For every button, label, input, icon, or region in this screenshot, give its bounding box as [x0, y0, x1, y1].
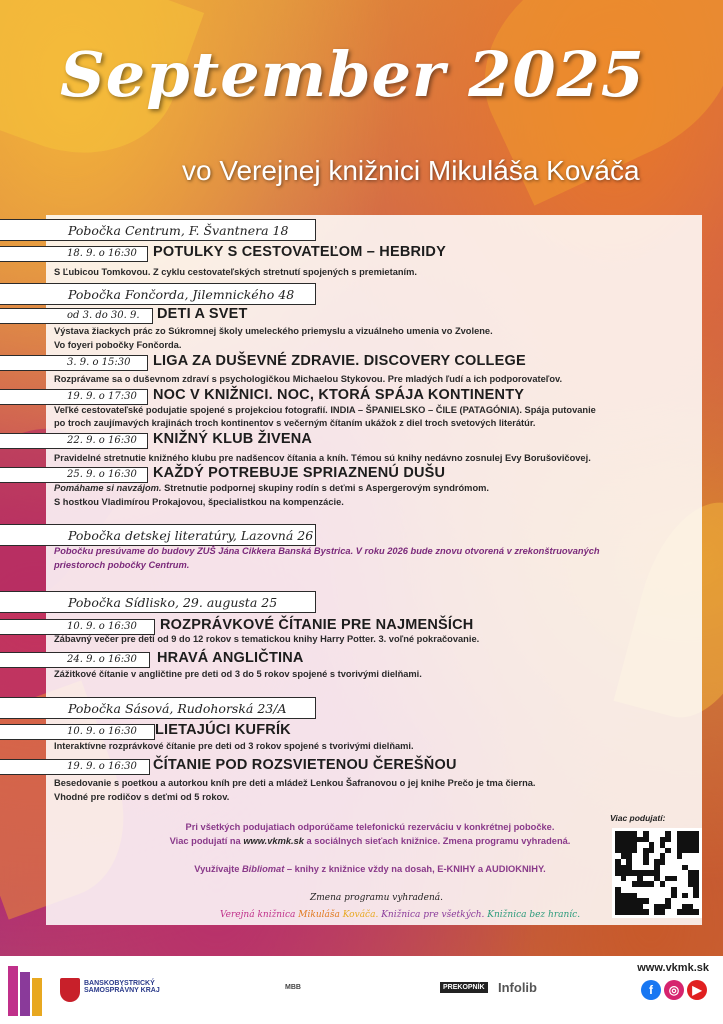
info-more-events: [110, 834, 630, 848]
site-url[interactable]: www.vkmk.sk: [637, 962, 709, 974]
event-description: Veľké cestovateľské podujatie spojené s projekciou fotografií. INDIA – ŠPANIELSKO – ČILE (PATAGÓNIA). Spája putovanie: [54, 405, 596, 415]
footer-note: Zmena programu vyhradená.: [310, 893, 443, 903]
event-description: Pravidelné stretnutie knižného klubu pre nadšencov čítania a kníh. Témou sú knihy nedávno zosnulej Evy Borušovičovej.: [54, 453, 591, 463]
event-title: DETI A SVET: [157, 306, 248, 322]
branch-centrum: Pobočka Centrum, F. Švantnera 18: [0, 219, 316, 241]
event-date: od 3. do 30. 9.: [0, 308, 153, 324]
bibliomat-label: Bibliomat: [241, 864, 285, 874]
event-date: 19. 9. o 17:30: [0, 389, 148, 405]
branch-sidlisko: Pobočka Sídlisko, 29. augusta 25: [0, 591, 316, 613]
instagram-icon[interactable]: ◎: [664, 980, 684, 1000]
bbsk-logo: BANSKOBYSTRICKÝ SAMOSPRÁVNY KRAJ: [84, 980, 160, 994]
event-title: ČÍTANIE POD ROZSVIETENOU ČEREŠŇOU: [153, 757, 457, 773]
branch-note: Pobočku presúvame do budovy ZUŠ Jána Cikkera Banská Bystrica. V roku 2026 bude znovu otvorená v zrekonštruovaných: [54, 546, 600, 556]
event-description: Vo foyeri pobočky Fončorda.: [54, 340, 182, 350]
page-title: September 2025: [60, 38, 645, 111]
footer-bar: [0, 956, 723, 1024]
event-date: 24. 9. o 16:30: [0, 652, 150, 668]
info-text: a sociálnych sieťach knižnice. Zmena programu vyhradená.: [303, 836, 571, 846]
event-description: Rozprávame sa o duševnom zdraví s psychologičkou Michaelou Stykovou. Pre mladých ľudí a ich podporovateľov.: [54, 374, 563, 384]
slogan-part: Knižnica bez hraníc.: [484, 910, 581, 920]
qr-module: [693, 909, 699, 915]
event-date: 19. 9. o 16:30: [0, 759, 150, 775]
event-description: S Ľubicou Tomkovou. Z cyklu cestovateľských stretnutí spojených s premietaním.: [54, 267, 417, 277]
slogan: [220, 910, 580, 920]
event-description: S hostkou Vladimírou Prokajovou, špecialistkou na kompenzácie.: [54, 497, 344, 507]
branch-detska: Pobočka detskej literatúry, Lazovná 26: [0, 524, 316, 546]
event-description: Výstava žiackych prác zo Súkromnej školy umeleckého priemyslu a vizuálneho umenia vo Zvolene.: [54, 326, 493, 336]
event-title: LIETAJÚCI KUFRÍK: [155, 722, 291, 738]
branch-note: priestoroch pobočky Centrum.: [54, 560, 190, 570]
mbb-logo: MBB: [285, 984, 301, 991]
event-date: 22. 9. o 16:30: [0, 433, 148, 449]
event-title: HRAVÁ ANGLIČTINA: [157, 650, 304, 666]
event-description: Zábavný večer pre deti od 9 do 12 rokov s tematickou knihy Harry Potter. 3. voľné pokračovanie.: [54, 634, 480, 644]
event-date: 10. 9. o 16:30: [0, 619, 155, 635]
event-description: po troch zaujímavých krajinách troch kontinentov s večerným čítaním ukážok z diel troch svetových literátúr.: [54, 418, 536, 428]
website-link[interactable]: www.vkmk.sk: [243, 836, 304, 846]
event-date: 3. 9. o 15:30: [0, 355, 148, 371]
info-text: – knihy z knižnice vždy na dosah, E-KNIHY a AUDIOKNIHY.: [284, 864, 546, 874]
event-date: 10. 9. o 16:30: [0, 724, 155, 740]
event-date: 18. 9. o 16:30: [0, 246, 148, 262]
event-title: ROZPRÁVKOVÉ ČÍTANIE PRE NAJMENŠÍCH: [160, 617, 474, 633]
slogan-part: Kováča.: [339, 910, 379, 920]
info-text: Viac podujatí na: [169, 836, 244, 846]
event-title: KNIŽNÝ KLUB ŽIVENA: [153, 431, 313, 447]
infolib-logo: Infolib: [498, 980, 537, 995]
event-description: Zážitkové čítanie v angličtine pre deti od 3 do 5 rokov spojené s tvorivými dielňami.: [54, 669, 422, 679]
info-bibliomat: [110, 862, 630, 876]
slogan-part: Knižnica pre všetkých.: [378, 910, 485, 920]
info-text: Využívajte: [194, 864, 242, 874]
event-description-rest: Stretnutie podpornej skupiny rodín s deťmi s Aspergerovým syndrómom.: [161, 483, 489, 493]
bbsk-shield-icon: [60, 978, 80, 1002]
event-title: NOC V KNIŽNICI. NOC, KTORÁ SPÁJA KONTINENTY: [153, 387, 525, 403]
prekopnik-logo: PREKOPNÍK: [440, 982, 488, 993]
page-subtitle: vo Verejnej knižnici Mikuláša Kováča: [182, 155, 640, 186]
event-description: Vhodné pre rodičov s deťmi od 5 rokov.: [54, 792, 230, 802]
slogan-part: Verejná knižnica: [220, 910, 296, 920]
slogan-part: Mikuláša: [295, 910, 340, 920]
event-description-lead: Pomáhame si navzájom.: [54, 483, 162, 493]
event-title: POTULKY S CESTOVATEĽOM – HEBRIDY: [153, 244, 446, 260]
qr-code[interactable]: [612, 828, 702, 918]
youtube-icon[interactable]: ▶: [687, 980, 707, 1000]
event-date: 25. 9. o 16:30: [0, 467, 148, 483]
event-title: LIGA ZA DUŠEVNÉ ZDRAVIE. DISCOVERY COLLEGE: [153, 353, 526, 369]
event-description: Interaktívne rozprávkové čítanie pre deti od 3 rokov spojené s tvorivými dielňami.: [54, 741, 414, 751]
event-title: KAŽDÝ POTREBUJE SPRIAZNENÚ DUŠU: [153, 465, 446, 481]
branch-sasova: Pobočka Sásová, Rudohorská 23/A: [0, 697, 316, 719]
facebook-icon[interactable]: f: [641, 980, 661, 1000]
branch-foncorda: Pobočka Fončorda, Jilemnického 48: [0, 283, 316, 305]
event-description: [54, 482, 644, 495]
info-reservation: Pri všetkých podujatiach odporúčame telefonickú rezerváciu v konkrétnej pobočke.: [185, 822, 555, 832]
event-description: Besedovanie s poetkou a autorkou kníh pre deti a mládež Lenkou Šafranovou o jej knihe Prečo je tma čierna.: [54, 778, 536, 788]
qr-label: Viac podujatí:: [610, 813, 666, 823]
library-books-logo: [8, 960, 50, 1016]
